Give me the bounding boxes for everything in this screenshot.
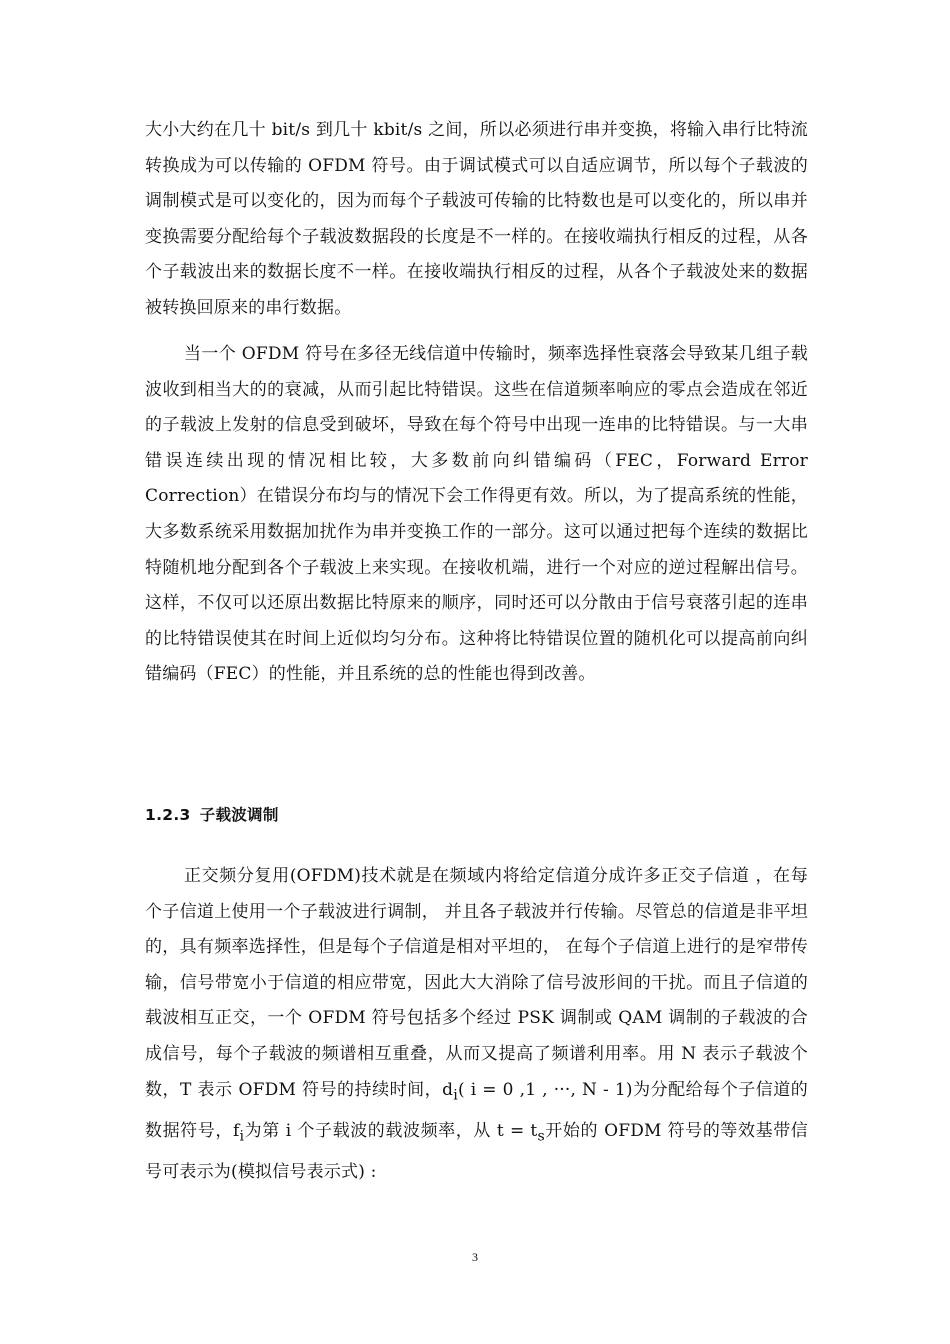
section-paragraph-part-4: 开始的 OFDM 符号的等效基带信号可表示为(模拟信号表示式) : bbox=[145, 1120, 808, 1182]
subscript-i-f: i bbox=[239, 1127, 245, 1144]
section-number: 1.2.3 bbox=[145, 806, 191, 824]
section-paragraph-part-1: 正交频分复用(OFDM)技术就是在频域内将给定信道分成许多正交子信道 ，在每个子信道上使用一个子载波进行调制， 并且各子载波并行传输。尽管总的信道是非平坦的，具有频率选择性，但是每个子信道是相对平坦的， 在每个子信道上进行的是窄带传输，信号带宽小于信道的相应带宽，因此大大消除了信号波形间的干扰。而且子信道的载波相互正交，一个 OFDM 符号包括多个经过 PSK 调制或 QAM 调制的子载波的合成信号，每个子载波的频谱相互重叠，从而又提高了频谱利用率。用 N 表示子载波个数，T 表示 OFDM 符号的持续时间，d bbox=[145, 866, 808, 1100]
body-paragraph-1: 大小大约在几十 bit/s 到几十 kbit/s 之间，所以必须进行串并变换，将输入串行比特流转换成为可以传输的 OFDM 符号。由于调试模式可以自适应调节，所以每个子载波的调制模式是可以变化的，因为而每个子载波可传输的比特数也是可以变化的，所以串并变换需要分配给每个子载波数据段的长度是不一样的。在接收端执行相反的过程，从各个子载波出来的数据长度不一样。在接收端执行相反的过程，从各个子载波处来的数据被转换回原来的串行数据。 bbox=[145, 120, 808, 318]
body-paragraph-2: 当一个 OFDM 符号在多径无线信道中传输时，频率选择性衰落会导致某几组子载波收到相当大的的衰减，从而引起比特错误。这些在信道频率响应的零点会造成在邻近的子载波上发射的信息受到破坏，导致在每个符号中出现一连串的比特错误。与一大串错误连续出现的情况相比较，大多数前向纠错编码（FEC，Forward Error Correction）在错误分布均与的情况下会工作得更有效。所以，为了提高系统的性能，大多数系统采用数据加扰作为串并变换工作的一部分。这可以通过把每个连续的数据比特随机地分配到各个子载波上来实现。在接收机端，进行一个对应的逆过程解出信号。这样，不仅可以还原出数据比特原来的顺序，同时还可以分散由于信号衰落引起的连串的比特错误使其在时间上近似均匀分布。这种将比特错误位置的随机化可以提高前向纠错编码（FEC）的性能，并且系统的总的性能也得到改善。 bbox=[145, 344, 808, 685]
subscript-s: s bbox=[537, 1127, 545, 1144]
page-number: 3 bbox=[472, 1250, 478, 1264]
subscript-i-d: i bbox=[453, 1086, 458, 1103]
section-title: 子载波调制 bbox=[199, 806, 279, 824]
section-heading bbox=[145, 803, 279, 827]
section-paragraph-part-2: ( i = 0 ,1 , ···, N - 1)为分配给每个子信道的数据符号，f bbox=[145, 1079, 808, 1141]
section-paragraph-part-3: 为第 i 个子载波的载波频率，从 t = t bbox=[244, 1120, 538, 1141]
body-paragraph-3 bbox=[145, 859, 808, 1190]
